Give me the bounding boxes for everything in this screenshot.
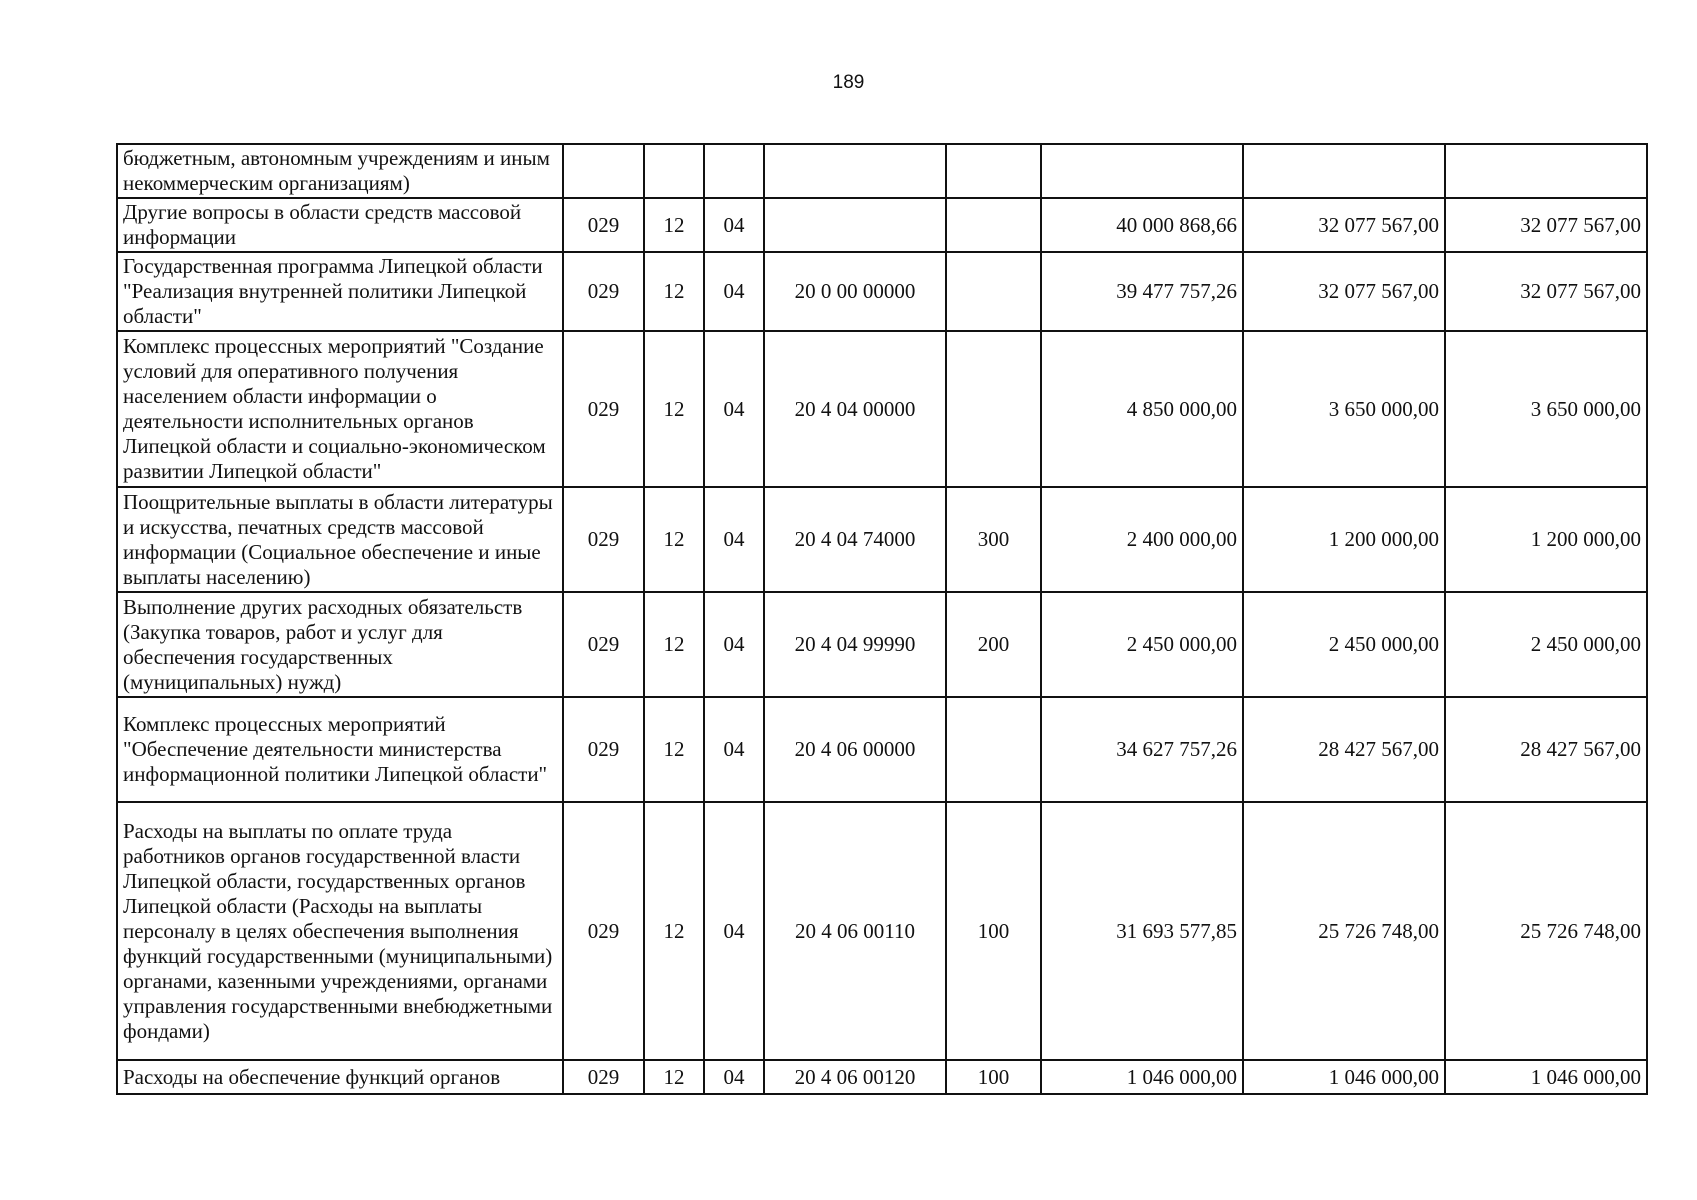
target-article-cell: 20 4 06 00000 <box>764 697 946 802</box>
table-row <box>117 144 1647 198</box>
amount-1-cell: 31 693 577,85 <box>1041 802 1243 1060</box>
target-article-cell: 20 0 00 00000 <box>764 252 946 331</box>
ministry-code-cell <box>563 144 644 198</box>
subsection-code-cell: 04 <box>704 252 764 331</box>
expense-type-cell: 100 <box>946 802 1041 1060</box>
subsection-code-cell <box>704 144 764 198</box>
subsection-code-cell: 04 <box>704 487 764 592</box>
expense-type-cell <box>946 198 1041 252</box>
row-name-cell: Другие вопросы в области средств массовой информации <box>117 198 563 252</box>
amount-3-cell: 3 650 000,00 <box>1445 331 1647 487</box>
amount-3-cell: 28 427 567,00 <box>1445 697 1647 802</box>
subsection-code-cell: 04 <box>704 331 764 487</box>
row-name-cell: бюджетным, автономным учреждениям и иным некоммерческим организациям) <box>117 144 563 198</box>
ministry-code-cell: 029 <box>563 487 644 592</box>
section-code-cell: 12 <box>644 802 704 1060</box>
section-code-cell: 12 <box>644 592 704 697</box>
subsection-code-cell: 04 <box>704 592 764 697</box>
section-code-cell: 12 <box>644 331 704 487</box>
expense-type-cell <box>946 144 1041 198</box>
amount-2-cell: 32 077 567,00 <box>1243 252 1445 331</box>
ministry-code-cell: 029 <box>563 802 644 1060</box>
table-row <box>117 802 1647 1060</box>
table-row <box>117 252 1647 331</box>
row-name-cell: Комплекс процессных мероприятий "Обеспечение деятельности министерства информационной политики Липецкой области" <box>117 697 563 802</box>
amount-1-cell: 2 450 000,00 <box>1041 592 1243 697</box>
amount-1-cell: 34 627 757,26 <box>1041 697 1243 802</box>
amount-3-cell: 32 077 567,00 <box>1445 252 1647 331</box>
expense-type-cell <box>946 697 1041 802</box>
row-name-cell: Государственная программа Липецкой области "Реализация внутренней политики Липецкой области" <box>117 252 563 331</box>
row-name-cell: Расходы на обеспечение функций органов <box>117 1060 563 1094</box>
amount-3-cell: 2 450 000,00 <box>1445 592 1647 697</box>
target-article-cell: 20 4 06 00110 <box>764 802 946 1060</box>
target-article-cell: 20 4 04 00000 <box>764 331 946 487</box>
amount-1-cell: 1 046 000,00 <box>1041 1060 1243 1094</box>
target-article-cell: 20 4 06 00120 <box>764 1060 946 1094</box>
expense-type-cell: 200 <box>946 592 1041 697</box>
table-row <box>117 331 1647 487</box>
expense-type-cell: 100 <box>946 1060 1041 1094</box>
amount-2-cell: 28 427 567,00 <box>1243 697 1445 802</box>
amount-1-cell: 40 000 868,66 <box>1041 198 1243 252</box>
table-body <box>117 144 1647 1094</box>
amount-2-cell: 1 200 000,00 <box>1243 487 1445 592</box>
amount-2-cell: 25 726 748,00 <box>1243 802 1445 1060</box>
table-row <box>117 198 1647 252</box>
amount-1-cell <box>1041 144 1243 198</box>
amount-2-cell: 2 450 000,00 <box>1243 592 1445 697</box>
row-name-cell: Расходы на выплаты по оплате труда работников органов государственной власти Липецкой области, государственных органов Липецкой области (Расходы на выплаты персоналу в целях обеспечения выполнения функций государственными (муниципальными) органами, казенными учреждениями, органами управления государственными внебюджетными фондами) <box>117 802 563 1060</box>
amount-2-cell: 32 077 567,00 <box>1243 198 1445 252</box>
expense-type-cell: 300 <box>946 487 1041 592</box>
target-article-cell <box>764 144 946 198</box>
amount-1-cell: 2 400 000,00 <box>1041 487 1243 592</box>
table-row <box>117 487 1647 592</box>
budget-table <box>116 143 1648 1095</box>
amount-3-cell: 1 046 000,00 <box>1445 1060 1647 1094</box>
ministry-code-cell: 029 <box>563 331 644 487</box>
table-row <box>117 592 1647 697</box>
ministry-code-cell: 029 <box>563 592 644 697</box>
ministry-code-cell: 029 <box>563 252 644 331</box>
section-code-cell: 12 <box>644 198 704 252</box>
row-name-cell: Выполнение других расходных обязательств (Закупка товаров, работ и услуг для обеспечения государственных (муниципальных) нужд) <box>117 592 563 697</box>
amount-1-cell: 39 477 757,26 <box>1041 252 1243 331</box>
section-code-cell: 12 <box>644 697 704 802</box>
subsection-code-cell: 04 <box>704 1060 764 1094</box>
subsection-code-cell: 04 <box>704 802 764 1060</box>
expense-type-cell <box>946 331 1041 487</box>
page-number: 189 <box>832 72 865 93</box>
amount-3-cell: 32 077 567,00 <box>1445 198 1647 252</box>
ministry-code-cell: 029 <box>563 1060 644 1094</box>
amount-1-cell: 4 850 000,00 <box>1041 331 1243 487</box>
ministry-code-cell: 029 <box>563 198 644 252</box>
table-row <box>117 697 1647 802</box>
amount-3-cell: 25 726 748,00 <box>1445 802 1647 1060</box>
amount-3-cell: 1 200 000,00 <box>1445 487 1647 592</box>
amount-2-cell: 3 650 000,00 <box>1243 331 1445 487</box>
section-code-cell: 12 <box>644 487 704 592</box>
target-article-cell <box>764 198 946 252</box>
table-row <box>117 1060 1647 1094</box>
section-code-cell <box>644 144 704 198</box>
section-code-cell: 12 <box>644 1060 704 1094</box>
subsection-code-cell: 04 <box>704 697 764 802</box>
row-name-cell: Комплекс процессных мероприятий "Создание условий для оперативного получения населением области информации о деятельности исполнительных органов Липецкой области и социально-экономическом развитии Липецкой области" <box>117 331 563 487</box>
row-name-cell: Поощрительные выплаты в области литературы и искусства, печатных средств массовой информации (Социальное обеспечение и иные выплаты населению) <box>117 487 563 592</box>
expense-type-cell <box>946 252 1041 331</box>
ministry-code-cell: 029 <box>563 697 644 802</box>
amount-2-cell: 1 046 000,00 <box>1243 1060 1445 1094</box>
amount-3-cell <box>1445 144 1647 198</box>
amount-2-cell <box>1243 144 1445 198</box>
target-article-cell: 20 4 04 74000 <box>764 487 946 592</box>
target-article-cell: 20 4 04 99990 <box>764 592 946 697</box>
section-code-cell: 12 <box>644 252 704 331</box>
subsection-code-cell: 04 <box>704 198 764 252</box>
